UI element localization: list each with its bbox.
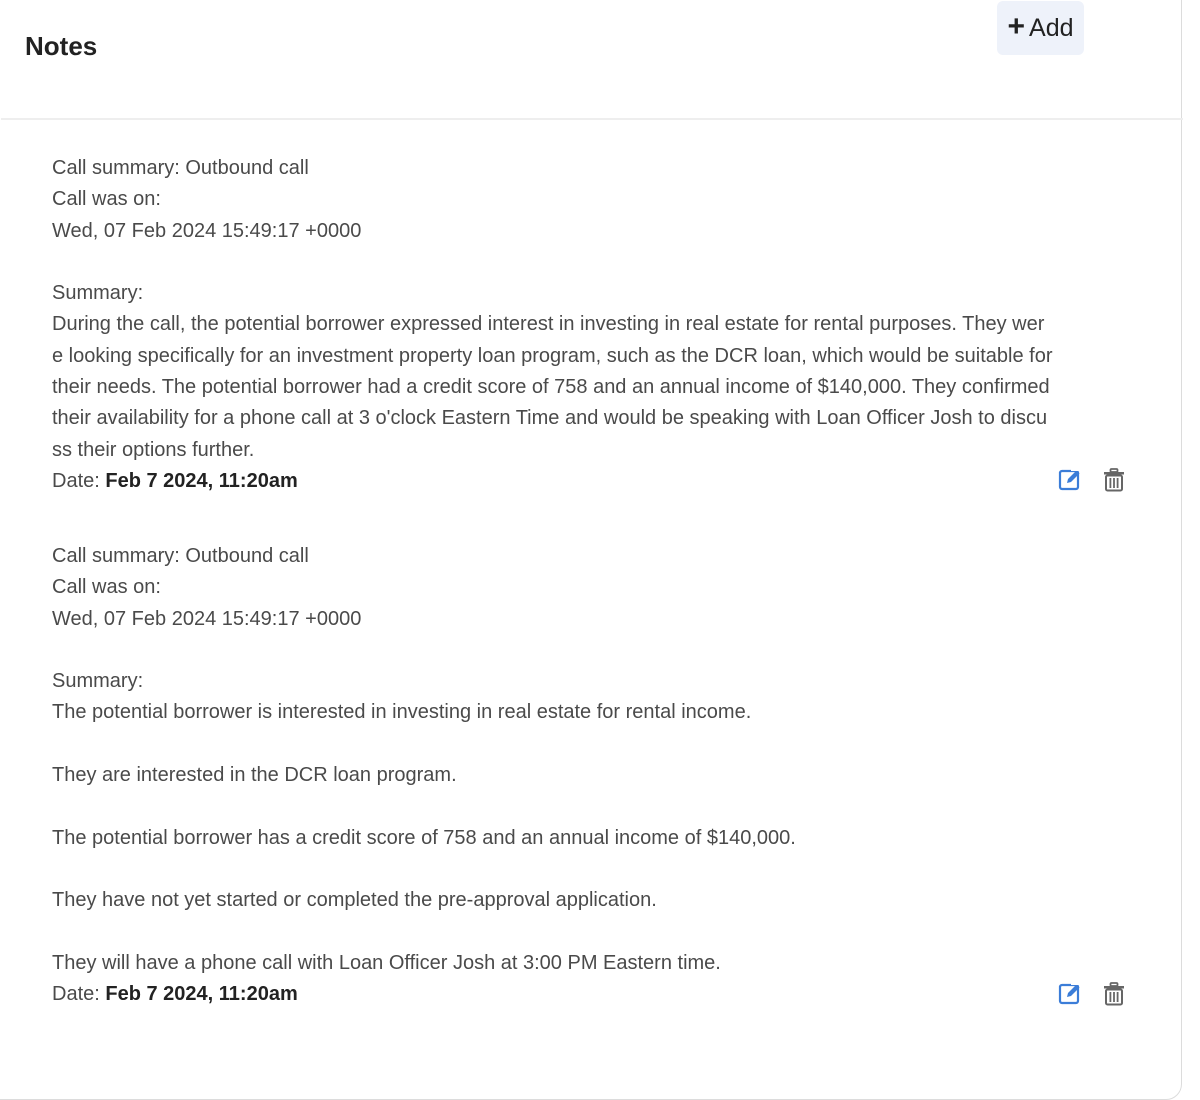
edit-icon	[1058, 982, 1082, 1006]
note-date	[52, 979, 1112, 1010]
note-line: They are interested in the DCR loan program.	[52, 764, 457, 787]
note-line: their availability for a phone call at 3 o'clock Eastern Time and would be speaking with Loan Officer Josh to discu	[52, 407, 1048, 430]
note-line	[52, 791, 1112, 822]
note-line: Call summary: Outbound call	[52, 157, 309, 179]
note-line: Call summary: Outbound call	[52, 545, 309, 567]
note-date-label: Date:	[52, 469, 100, 492]
note-line	[52, 247, 1112, 278]
note-line: Wed, 07 Feb 2024 15:49:17 +0000	[52, 607, 362, 630]
note-actions	[1058, 468, 1126, 492]
note-line	[52, 917, 1112, 948]
note-date	[52, 466, 1112, 497]
note-line	[52, 635, 1112, 666]
note-date-label: Date:	[52, 983, 100, 1006]
note-line: ss their options further.	[52, 438, 255, 461]
edit-note-button[interactable]	[1058, 468, 1082, 492]
note-line: e looking specifically for an investment property loan program, such as the DCR loan, which would be suitable for	[52, 344, 1053, 367]
trash-icon	[1103, 982, 1125, 1006]
edit-note-button[interactable]	[1058, 982, 1082, 1006]
add-button-label: Add	[1029, 14, 1074, 42]
note-line: Call was on:	[52, 576, 161, 599]
note-item	[52, 541, 1112, 1010]
notes-header	[1, 1, 1183, 120]
note-item	[52, 153, 1112, 497]
plus-icon: +	[1007, 9, 1026, 43]
note-date-value: Feb 7 2024, 11:20am	[105, 983, 298, 1006]
note-line: Summary:	[52, 282, 144, 305]
delete-note-button[interactable]	[1102, 468, 1126, 492]
note-line: They will have a phone call with Loan Officer Josh at 3:00 PM Eastern time.	[52, 951, 721, 974]
note-actions	[1058, 982, 1126, 1006]
note-date-value: Feb 7 2024, 11:20am	[105, 469, 298, 492]
delete-note-button[interactable]	[1102, 982, 1126, 1006]
note-line: The potential borrower is interested in investing in real estate for rental income.	[52, 701, 752, 724]
note-line: Summary:	[52, 670, 144, 693]
edit-icon	[1058, 468, 1082, 492]
note-line: Call was on:	[52, 188, 161, 211]
page-title: Notes	[25, 31, 98, 61]
note-line: Wed, 07 Feb 2024 15:49:17 +0000	[52, 219, 362, 242]
add-note-button[interactable]	[997, 1, 1084, 55]
note-line: The potential borrower has a credit score of 758 and an annual income of $140,000.	[52, 826, 796, 849]
note-line	[52, 854, 1112, 885]
note-line: They have not yet started or completed the pre-approval application.	[52, 889, 657, 912]
note-line	[52, 729, 1112, 760]
trash-icon	[1103, 468, 1125, 492]
note-line: During the call, the potential borrower expressed interest in investing in real estate for rental purposes. They wer	[52, 313, 1045, 336]
note-line: their needs. The potential borrower had a credit score of 758 and an annual income of $140,000. They confirmed	[52, 376, 1050, 399]
